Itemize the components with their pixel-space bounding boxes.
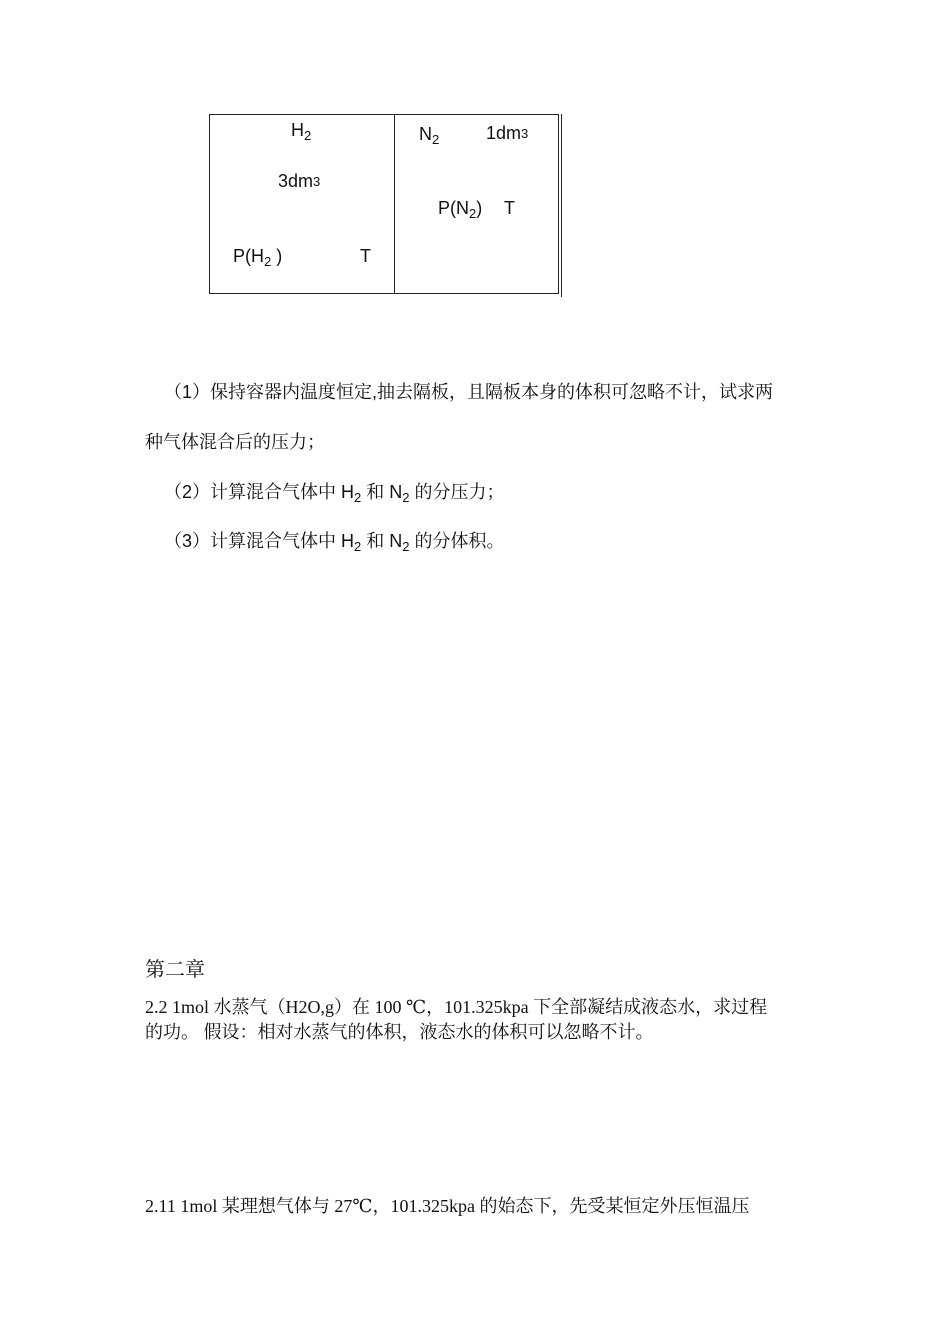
- container-edge-line: [561, 114, 562, 297]
- question-1-line-2: 种气体混合后的压力；: [145, 432, 325, 452]
- question-1-line-1: （1）保持容器内温度恒定,抽去隔板，且隔板本身的体积可忽略不计，试求两: [164, 382, 774, 402]
- right-temperature-label: T: [504, 198, 515, 218]
- left-gas-label: $H_2$: [291, 120, 312, 143]
- question-3: （3）计算混合气体中 $H_2$ 和 $N_2$ 的分体积。: [164, 531, 505, 554]
- problem-2-11-line-1: 2.11 1mol 某理想气体与 27℃，101.325kpa 的始态下，先受某恒定外压恒温压: [145, 1196, 750, 1216]
- problem-2-2-line-1: 2.2 1mol 水蒸气（H2O,g）在 100 ℃，101.325kpa 下全部凝结成液态水，求过程: [145, 997, 768, 1017]
- left-volume-label: 3dm3: [278, 171, 321, 191]
- chapter-heading: 第二章: [145, 959, 205, 981]
- right-gas-label: $N_2$: [419, 124, 440, 147]
- right-pressure-label: $P(N_2)$: [438, 198, 483, 221]
- question-2: （2）计算混合气体中 $H_2$ 和 $N_2$ 的分压力；: [164, 482, 505, 505]
- partition-line: [394, 114, 395, 294]
- left-temperature-label: T: [360, 246, 371, 266]
- problem-2-2-line-2: 的功。 假设：相对水蒸气的体积，液态水的体积可以忽略不计。: [145, 1022, 654, 1042]
- right-volume-label: 1dm3: [486, 123, 529, 143]
- left-pressure-label: $P(H_2$ ): [233, 246, 283, 269]
